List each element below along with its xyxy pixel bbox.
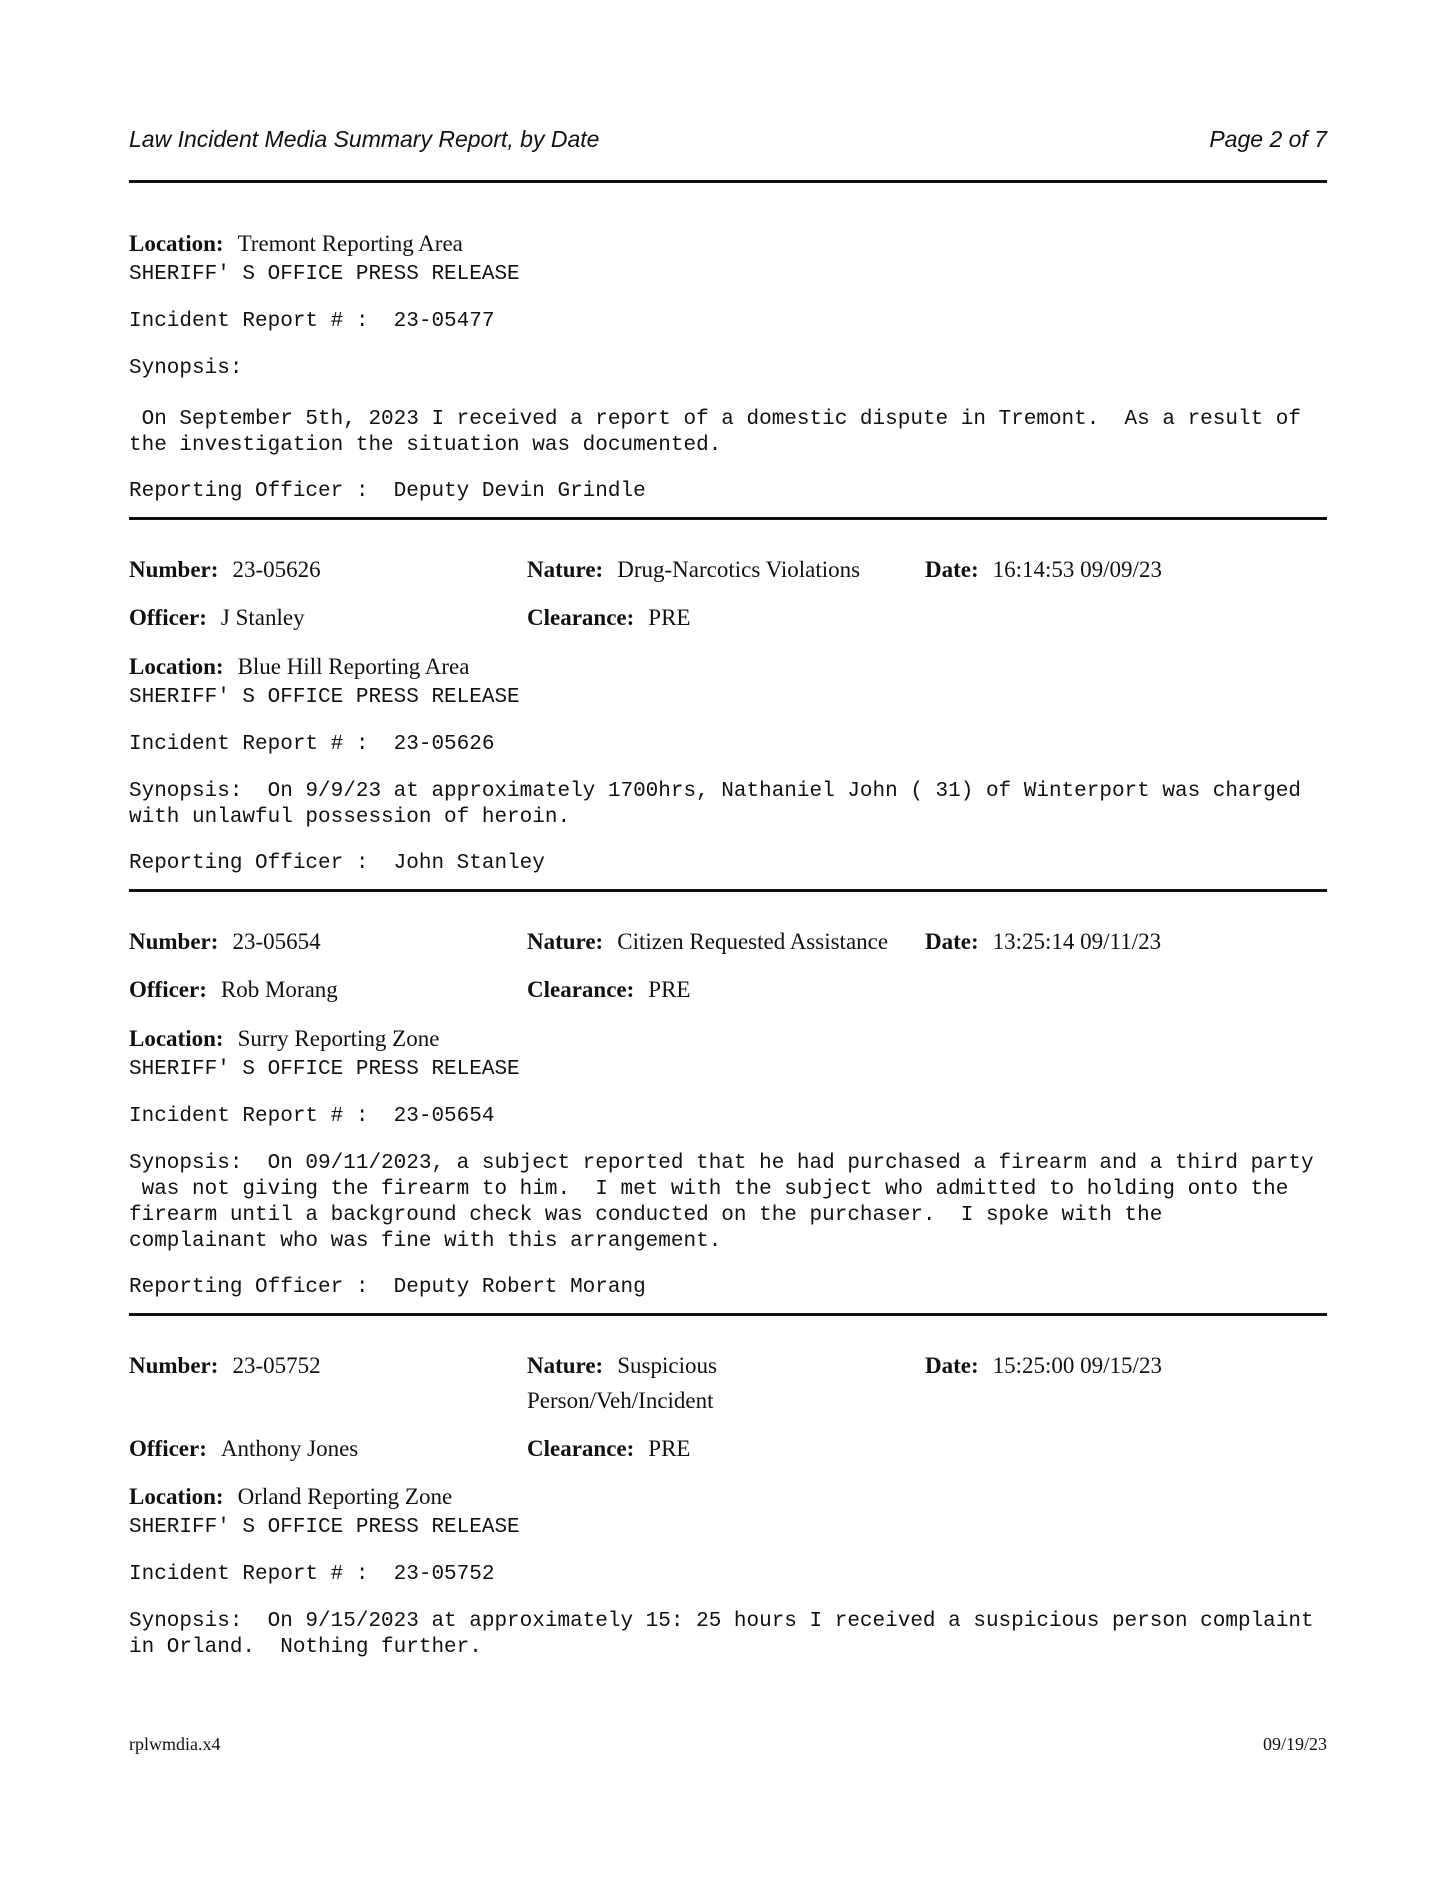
nature-value-continued: Person/Veh/Incident <box>527 1388 714 1413</box>
location-line <box>129 1484 452 1510</box>
clearance-field <box>527 977 690 1003</box>
officer-field <box>129 1436 358 1462</box>
location-label: Location: <box>129 231 224 256</box>
location-value: Tremont Reporting Area <box>237 231 463 256</box>
incident-report-number: Incident Report # : 23-05626 <box>129 733 495 756</box>
officer-field <box>129 605 305 631</box>
synopsis-text: Synopsis: On 09/11/2023, a subject reported that he had purchased a firearm and a third party was not giving the firearm to him. I met with the subject who admitted to holding onto the firearm until a background check was conducted on the purchaser. I spoke with the complainant who was fine with this arrangement. <box>129 1152 1314 1253</box>
clearance-value: PRE <box>648 605 691 630</box>
location-value: Blue Hill Reporting Area <box>237 654 470 679</box>
report-title: Law Incident Media Summary Report, by Date <box>129 126 600 152</box>
incident-report-number: Incident Report # : 23-05752 <box>129 1563 495 1586</box>
officer-value: Rob Morang <box>220 977 338 1002</box>
clearance-label: Clearance: <box>527 1436 635 1461</box>
press-release-line: SHERIFF' S OFFICE PRESS RELEASE <box>129 263 520 286</box>
footer-report-code: rplwmdia.x4 <box>129 1734 221 1754</box>
press-release-line: SHERIFF' S OFFICE PRESS RELEASE <box>129 1058 520 1081</box>
clearance-field <box>527 605 690 631</box>
officer-value: J Stanley <box>220 605 305 630</box>
clearance-value: PRE <box>648 977 691 1002</box>
page-number: Page 2 of 7 <box>1209 126 1327 152</box>
reporting-officer: Reporting Officer : John Stanley <box>129 852 545 875</box>
nature-field <box>527 1353 717 1379</box>
number-label: Number: <box>129 1353 219 1378</box>
date-label: Date: <box>925 929 979 954</box>
date-label: Date: <box>925 1353 979 1378</box>
number-field <box>129 557 321 583</box>
clearance-value: PRE <box>648 1436 691 1461</box>
reporting-officer: Reporting Officer : Deputy Robert Morang <box>129 1276 646 1299</box>
location-label: Location: <box>129 1026 224 1051</box>
nature-value: Suspicious <box>617 1353 717 1378</box>
entry-divider <box>129 517 1327 520</box>
date-field <box>925 929 1161 955</box>
clearance-label: Clearance: <box>527 605 635 630</box>
location-line <box>129 231 463 257</box>
number-field <box>129 929 321 955</box>
location-line <box>129 654 469 680</box>
officer-field <box>129 977 338 1003</box>
incident-report-number: Incident Report # : 23-05477 <box>129 310 495 333</box>
date-field <box>925 1353 1162 1379</box>
date-value: 15:25:00 09/15/23 <box>992 1353 1162 1378</box>
date-value: 16:14:53 09/09/23 <box>992 557 1162 582</box>
officer-value: Anthony Jones <box>220 1436 359 1461</box>
entry-divider <box>129 1313 1327 1316</box>
press-release-line: SHERIFF' S OFFICE PRESS RELEASE <box>129 1516 520 1539</box>
header-divider <box>129 180 1327 183</box>
nature-label: Nature: <box>527 557 604 582</box>
location-line <box>129 1026 439 1052</box>
officer-label: Officer: <box>129 977 207 1002</box>
entry-divider <box>129 889 1327 892</box>
synopsis-text: Synopsis: On 9/9/23 at approximately 1700hrs, Nathaniel John ( 31) of Winterport was charged with unlawful possession of heroin. <box>129 780 1301 829</box>
officer-label: Officer: <box>129 1436 207 1461</box>
number-value: 23-05626 <box>232 557 321 582</box>
location-label: Location: <box>129 654 224 679</box>
nature-label: Nature: <box>527 1353 604 1378</box>
reporting-officer: Reporting Officer : Deputy Devin Grindle <box>129 480 646 503</box>
officer-label: Officer: <box>129 605 207 630</box>
number-label: Number: <box>129 929 219 954</box>
location-label: Location: <box>129 1484 224 1509</box>
date-label: Date: <box>925 557 979 582</box>
nature-field <box>527 929 888 955</box>
number-value: 23-05654 <box>232 929 321 954</box>
nature-field <box>527 557 860 583</box>
nature-label: Nature: <box>527 929 604 954</box>
location-value: Surry Reporting Zone <box>237 1026 440 1051</box>
press-release-line: SHERIFF' S OFFICE PRESS RELEASE <box>129 686 520 709</box>
nature-value: Drug-Narcotics Violations <box>617 557 861 582</box>
clearance-label: Clearance: <box>527 977 635 1002</box>
date-value: 13:25:14 09/11/23 <box>992 929 1162 954</box>
incident-report-number: Incident Report # : 23-05654 <box>129 1105 495 1128</box>
number-label: Number: <box>129 557 219 582</box>
date-field <box>925 557 1162 583</box>
nature-value: Citizen Requested Assistance <box>617 929 889 954</box>
location-value: Orland Reporting Zone <box>237 1484 453 1509</box>
synopsis-label: Synopsis: <box>129 357 243 380</box>
footer-print-date: 09/19/23 <box>1262 1734 1327 1754</box>
number-value: 23-05752 <box>232 1353 321 1378</box>
synopsis-text: On September 5th, 2023 I received a report of a domestic dispute in Tremont. As a result of the investigation the situation was documented. <box>129 408 1301 457</box>
clearance-field <box>527 1436 690 1462</box>
number-field <box>129 1353 321 1379</box>
synopsis-text: Synopsis: On 9/15/2023 at approximately 15: 25 hours I received a suspicious person complaint in Orland. Nothing further. <box>129 1610 1314 1659</box>
